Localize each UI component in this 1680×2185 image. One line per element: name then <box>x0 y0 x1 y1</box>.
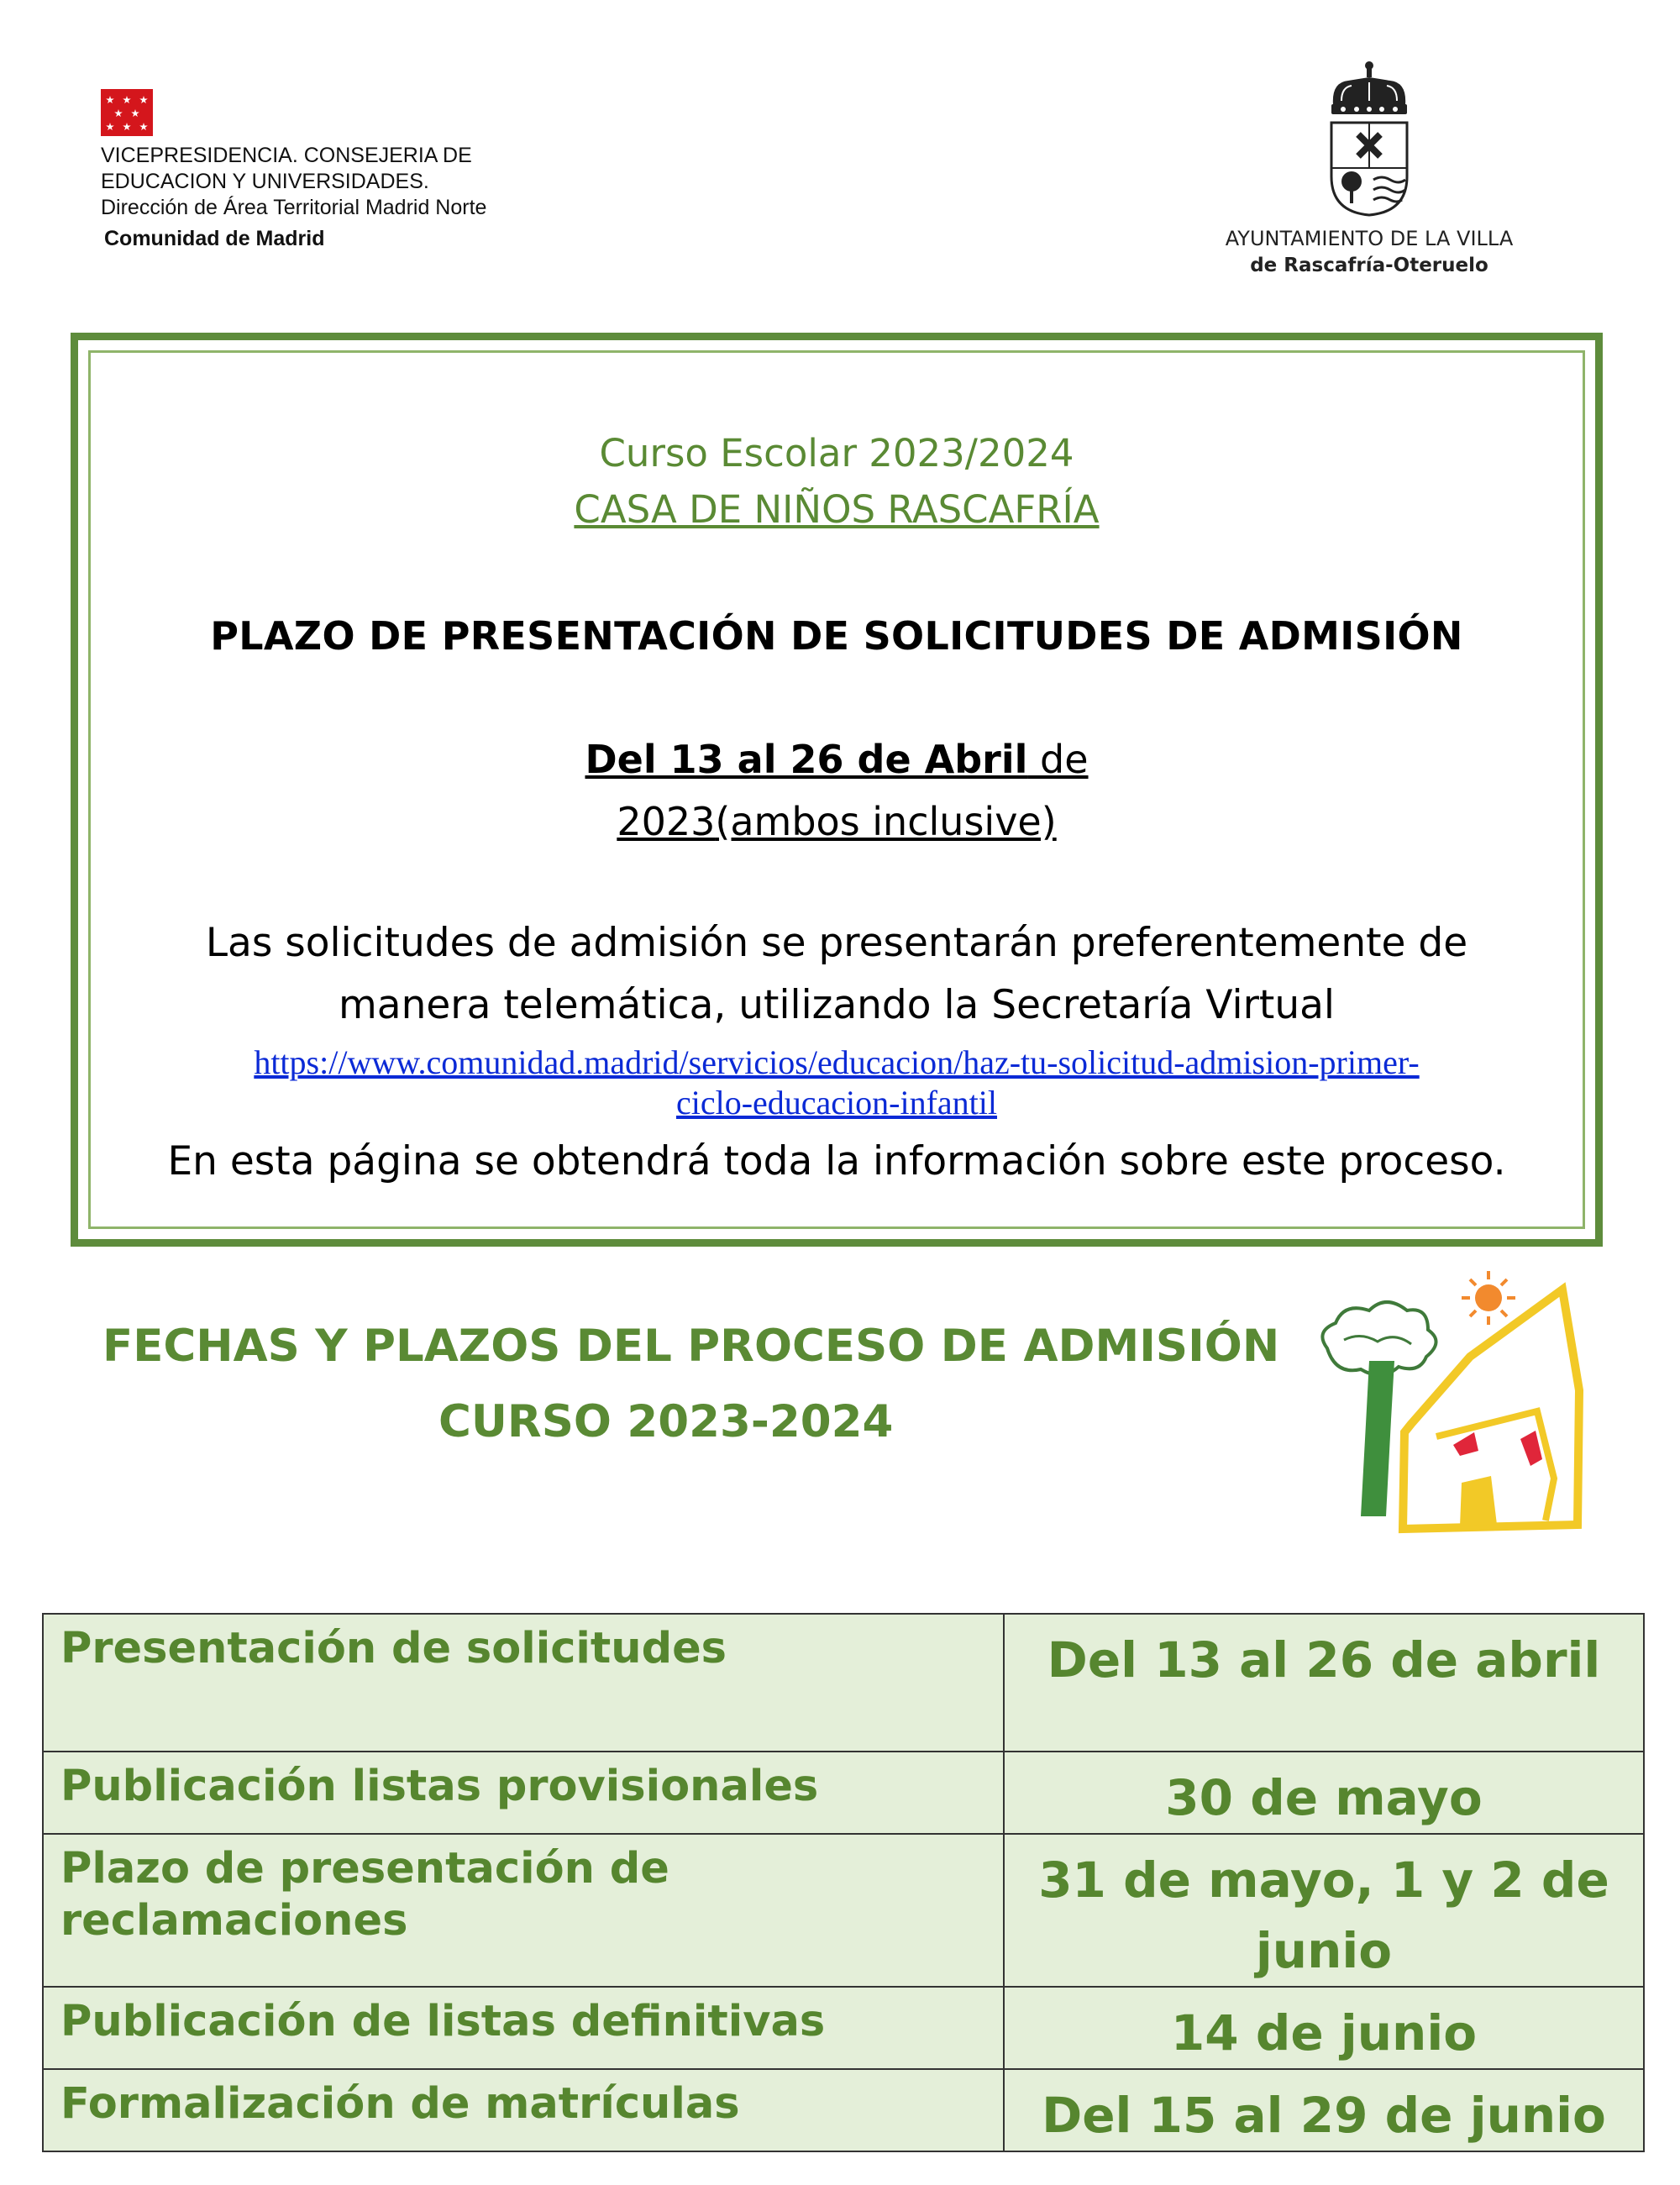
header-right <box>1176 225 1562 279</box>
link-line2[interactable]: ciclo-educacion-infantil <box>675 1084 998 1121</box>
house-drawing-icon <box>1310 1264 1596 1584</box>
table-row <box>43 1834 1644 1987</box>
table-row <box>43 1614 1644 1752</box>
deadline-dates-bold: Del 13 al 26 de Abril <box>585 737 1028 782</box>
deadline-dates-line1 <box>78 737 1595 782</box>
header-right-line2: de Rascafría-Oteruelo <box>1250 255 1488 276</box>
schedule-value: 14 de junio <box>1004 1987 1644 2069</box>
schedule-table <box>42 1613 1645 2152</box>
centre-name: CASA DE NIÑOS RASCAFRÍA <box>574 487 1100 532</box>
table-row <box>43 1987 1644 2069</box>
header-left-line3: Dirección de Área Territorial Madrid Norte <box>101 196 487 219</box>
deadline-dates-line2 <box>78 799 1595 844</box>
header-left <box>101 143 486 252</box>
schedule-label: Publicación de listas definitivas <box>43 1987 1004 2069</box>
header-left-line4: Comunidad de Madrid <box>104 227 325 250</box>
school-year: Curso Escolar 2023/2024 <box>599 431 1074 475</box>
comunidad-madrid-flag-icon <box>101 89 153 136</box>
schedule-value: 31 de mayo, 1 y 2 de junio <box>1004 1834 1644 1987</box>
schedule-value: 30 de mayo <box>1004 1752 1644 1834</box>
header-left-line1: VICEPRESIDENCIA. CONSEJERIA DE <box>101 144 472 167</box>
deadline-year: 2023 <box>617 799 716 844</box>
secretaria-virtual-link[interactable] <box>78 1043 1595 1123</box>
application-text-line1: Las solicitudes de admisión se presentarán preferentemente de <box>205 920 1468 966</box>
table-row <box>43 1752 1644 1834</box>
table-row <box>43 2069 1644 2151</box>
deadline-heading: PLAZO DE PRESENTACIÓN DE SOLICITUDES DE ADMISIÓN <box>210 613 1463 659</box>
section-title-line2: CURSO 2023-2024 <box>438 1396 894 1447</box>
rascafria-crest-icon <box>1323 59 1415 218</box>
header-right-line1: AYUNTAMIENTO DE LA VILLA <box>1225 227 1514 250</box>
schedule-value: Del 13 al 26 de abril <box>1004 1614 1644 1752</box>
deadline-note: (ambos inclusive) <box>715 799 1057 844</box>
info-text: En esta página se obtendrá toda la información sobre este proceso. <box>167 1138 1506 1184</box>
schedule-label: Publicación listas provisionales <box>43 1752 1004 1834</box>
section-title-line1: FECHAS Y PLAZOS DEL PROCESO DE ADMISIÓN <box>102 1321 1280 1372</box>
schedule-label: Plazo de presentación de reclamaciones <box>43 1834 1004 1987</box>
schedule-label: Presentación de solicitudes <box>43 1614 1004 1752</box>
schedule-value: Del 15 al 29 de junio <box>1004 2069 1644 2151</box>
schedule-label: Formalización de matrículas <box>43 2069 1004 2151</box>
header-left-line2: EDUCACION Y UNIVERSIDADES. <box>101 170 429 193</box>
link-line1[interactable]: https://www.comunidad.madrid/servicios/educacion/haz-tu-solicitud-admision-primer- <box>254 1043 1420 1081</box>
deadline-dates-de: de <box>1027 737 1089 782</box>
notice-box <box>71 333 1603 1247</box>
application-text-line2: manera telemática, utilizando la Secretaría Virtual <box>339 982 1335 1028</box>
